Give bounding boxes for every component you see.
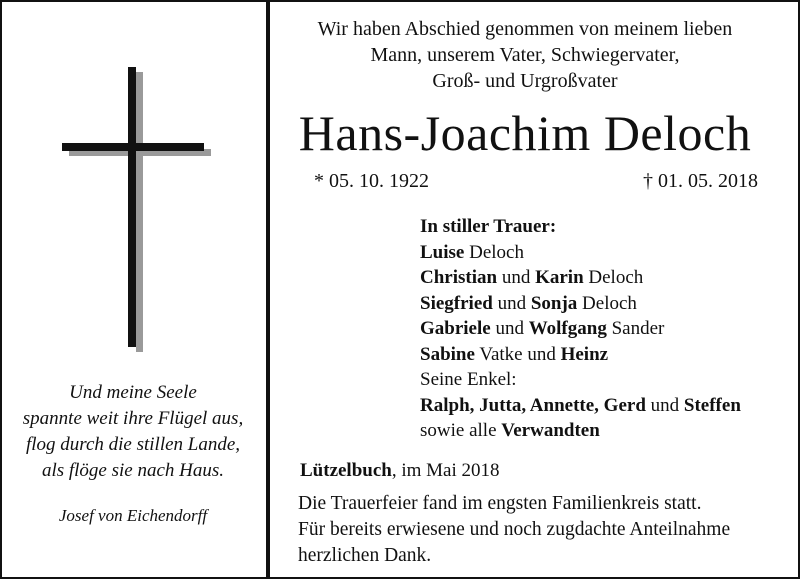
mourner-first-name: Siegfried (420, 292, 493, 314)
mourner-text: und (645, 394, 684, 416)
mourner-first-name: Gabriele (420, 318, 491, 339)
place-date (300, 460, 500, 482)
mourner-first-name: Sonja (530, 292, 578, 314)
mourner-text: Deloch (583, 267, 644, 288)
mourner-relatives: Verwandten (501, 420, 600, 441)
notice-line: Die Trauerfeier fand im engsten Familienkreis statt. (298, 493, 702, 514)
notice-line: herzlichen Dank. (298, 545, 432, 566)
mourner-row (420, 291, 741, 317)
poem-author: Josef von Eichendorff (58, 506, 208, 525)
poem-line: spannte weit ihre Flügel aus, (22, 408, 244, 429)
mourner-text: Deloch (577, 292, 637, 314)
intro-line: Wir haben Abschied genommen von meinem lieben (317, 18, 733, 40)
cross-shadow-vertical (136, 72, 143, 352)
mourner-text: und (490, 318, 529, 339)
mourner-first-name: Ralph, Jutta, Annette, Gerd (420, 394, 646, 416)
mourner-text: sowie alle (420, 420, 502, 441)
mourner-text: Sander (606, 318, 665, 339)
funeral-notice (298, 491, 730, 569)
cross-icon (0, 0, 266, 360)
mourner-row (420, 265, 741, 291)
mourner-text: Vatke und (474, 343, 561, 365)
grandchildren-heading: Seine Enkel: (420, 369, 517, 390)
mourner-row (420, 342, 741, 368)
poem (0, 380, 266, 484)
left-panel (0, 0, 266, 579)
intro-line: Groß- und Urgroßvater (432, 70, 618, 92)
mourner-text: und (497, 267, 536, 288)
mourner-first-name: Steffen (683, 394, 741, 416)
poem-line: Und meine Seele (69, 382, 197, 403)
mourner-row (420, 393, 741, 419)
cross-horizontal-beam (62, 143, 204, 151)
mourner-first-name: Karin (535, 267, 584, 288)
birth-date: * 05. 10. 1922 (314, 170, 429, 192)
mourner-first-name: Wolfgang (528, 318, 607, 339)
mourner-first-name: Luise (420, 241, 465, 263)
mourner-first-name: Heinz (560, 343, 609, 365)
mourner-row (420, 316, 741, 342)
poem-line: flog durch die stillen Lande, (25, 434, 241, 455)
right-panel (270, 0, 800, 579)
place-date-text: , im Mai 2018 (391, 460, 500, 481)
mourner-text: Deloch (464, 241, 524, 263)
mourners-list (420, 214, 741, 444)
mourner-text: und (492, 292, 531, 314)
mourner-first-name: Sabine (420, 343, 475, 365)
death-date: † 01. 05. 2018 (643, 170, 758, 192)
intro-text (270, 16, 780, 94)
notice-line: Für bereits erwiesene und noch zugdachte Anteilnahme (298, 519, 731, 540)
mourners-heading: In stiller Trauer: (420, 216, 557, 237)
deceased-name: Hans-Joachim Deloch (298, 105, 752, 161)
mourner-row (420, 240, 741, 266)
place-town: Lützelbuch (300, 460, 392, 481)
intro-line: Mann, unserem Vater, Schwiegervater, (370, 44, 680, 66)
cross-vertical-beam (128, 67, 136, 347)
mourner-row (420, 418, 741, 444)
mourner-first-name: Christian (420, 267, 498, 288)
poem-line: als flöge sie nach Haus. (41, 460, 225, 481)
